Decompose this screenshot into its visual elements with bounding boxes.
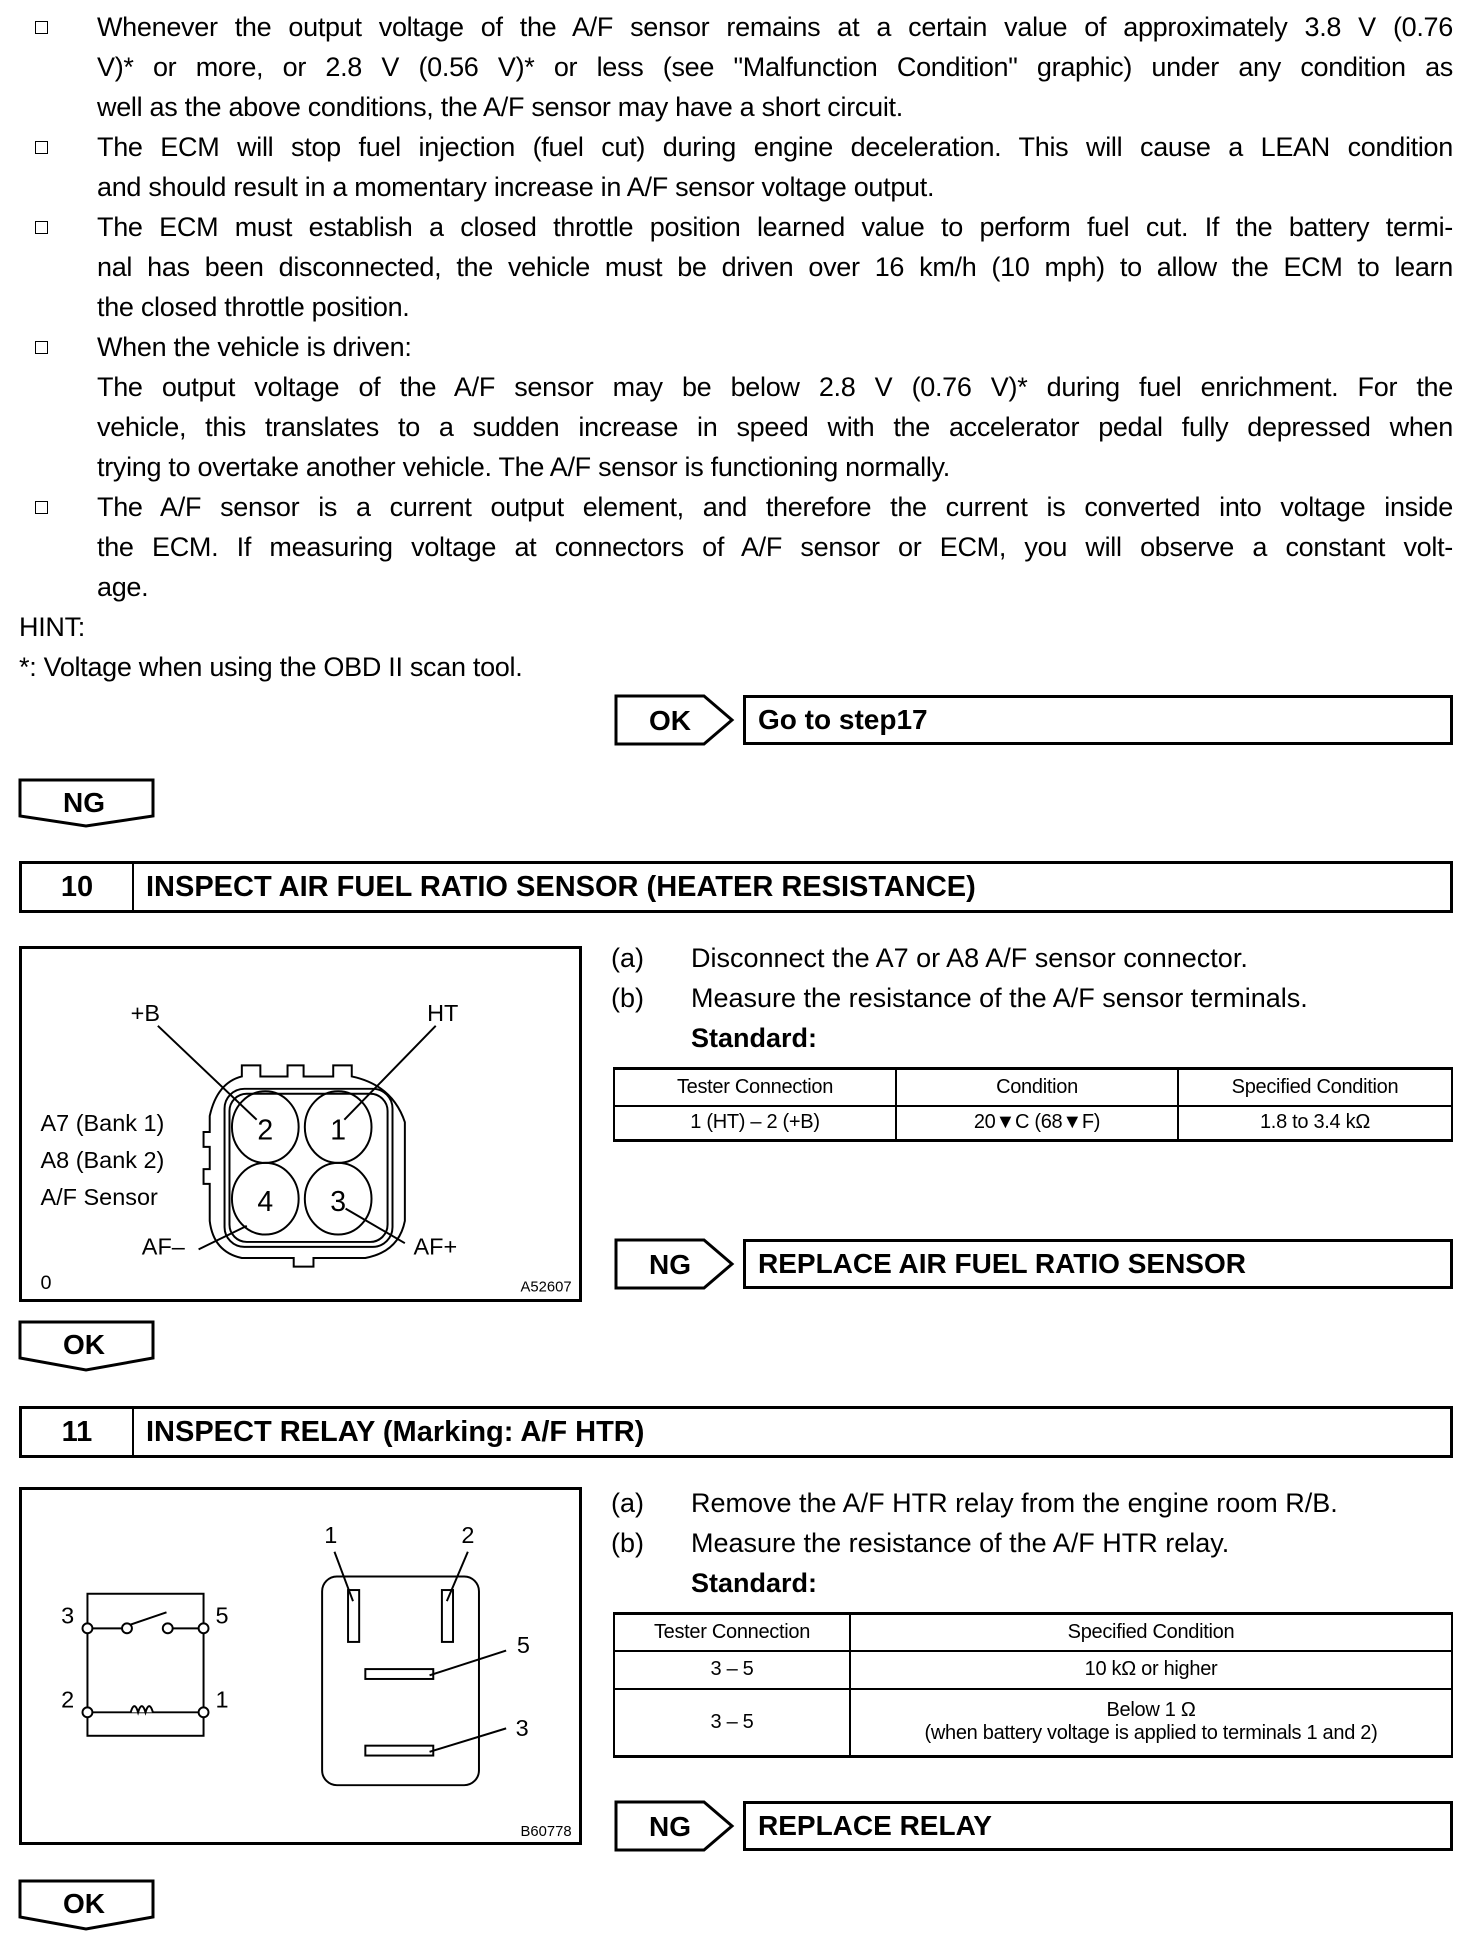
pin-4-label: 4 (257, 1186, 274, 1219)
corner-mark: 0 (40, 1271, 52, 1294)
text-line: The ECM will stop fuel injection (fuel cut) during engine deceleration. This will cause a LEAN condition (97, 132, 1453, 162)
ng-tag-label: NG (649, 1249, 691, 1280)
cell-line: Below 1 Ω (1106, 1699, 1196, 1722)
bullet-icon (35, 141, 48, 154)
text-line: V)* or more, or 2.8 V (0.56 V)* or less (see "Malfunction Condition" graphic) under any condition as (97, 52, 1453, 82)
table-cell: 20▼C (68▼F) (896, 1106, 1178, 1141)
schematic-pin-3: 3 (61, 1602, 75, 1629)
step-text: Measure the resistance of the A/F sensor terminals. (691, 983, 1308, 1013)
figure-code: B60778 (520, 1823, 572, 1840)
step-text: Remove the A/F HTR relay from the engine room R/B. (691, 1488, 1338, 1518)
text-line: well as the above conditions, the A/F sensor may have a short circuit. (97, 92, 903, 122)
standard-label: Standard: (691, 1568, 818, 1598)
ng-tag-label: NG (649, 1811, 691, 1842)
plus-b-label: +B (130, 999, 161, 1026)
table-cell: 3 – 5 (614, 1689, 850, 1757)
bullet-icon (35, 221, 48, 234)
ok-tab-label: OK (63, 1329, 105, 1360)
ht-label: HT (427, 999, 459, 1026)
ok-next-tab (18, 1879, 156, 1933)
step-label: (b) (611, 1528, 644, 1558)
cell-line: (when battery voltage is applied to terminals 1 and 2) (924, 1722, 1378, 1745)
text-line: nal has been disconnected, the vehicle must be driven over 16 km/h (10 mph) to allow the ECM to learn (97, 252, 1453, 282)
relay-pin-5: 5 (516, 1632, 530, 1659)
ok-tag-label: OK (649, 705, 691, 736)
ng-next-tab (18, 778, 156, 830)
column-header: Tester Connection (614, 1614, 850, 1651)
ng-tab-label: NG (63, 787, 105, 818)
table-cell: 10 kΩ or higher (850, 1651, 1452, 1689)
pin-2-label: 2 (257, 1114, 274, 1147)
ng-arrow-tag (614, 1238, 744, 1290)
table-cell (850, 1689, 1452, 1757)
relay-figure (19, 1487, 582, 1845)
ng-arrow-tag (614, 1800, 744, 1852)
text-line: When the vehicle is driven: (97, 332, 412, 362)
connector-diagram (22, 949, 579, 1299)
table-cell: 1.8 to 3.4 kΩ (1178, 1106, 1452, 1141)
schematic-pin-1: 1 (215, 1686, 229, 1713)
heater-resistance-table (613, 1067, 1453, 1142)
text-line: trying to overtake another vehicle. The A/F sensor is functioning normally. (97, 452, 950, 482)
relay-resistance-table (613, 1612, 1453, 1758)
table-cell: 1 (HT) – 2 (+B) (614, 1106, 896, 1141)
relay-pin-1: 1 (324, 1522, 338, 1549)
column-header: Tester Connection (614, 1069, 896, 1106)
hint-label: HINT: (19, 612, 86, 642)
step-10-header (19, 861, 1453, 913)
schematic-pin-5: 5 (215, 1602, 229, 1629)
step-label: (a) (611, 1488, 644, 1518)
pin-3-label: 3 (330, 1186, 347, 1219)
step-number: 10 (22, 864, 134, 910)
column-header: Condition (896, 1069, 1178, 1106)
text-line: The output voltage of the A/F sensor may be below 2.8 V (0.76 V)* during fuel enrichment. For the (97, 372, 1453, 402)
relay-pin-2: 2 (461, 1522, 475, 1549)
column-header: Specified Condition (1178, 1069, 1452, 1106)
go-to-step17-link[interactable]: Go to step17 (743, 695, 1453, 745)
text-line: Whenever the output voltage of the A/F sensor remains at a certain value of approximately 3.8 V (0.76 (97, 12, 1453, 42)
step-number: 11 (22, 1409, 134, 1455)
bullet-icon (35, 341, 48, 354)
af-plus-label: AF+ (413, 1233, 458, 1260)
hint-text: *: Voltage when using the OBD II scan tool. (19, 652, 523, 682)
figure-code: A52607 (520, 1279, 572, 1296)
text-line: vehicle, this translates to a sudden increase in speed with the accelerator pedal fully depressed when (97, 412, 1453, 442)
text-line: and should result in a momentary increase in A/F sensor voltage output. (97, 172, 935, 202)
af-sensor-connector-figure (19, 946, 582, 1302)
step-title: INSPECT RELAY (Marking: A/F HTR) (146, 1415, 645, 1448)
step-text: Measure the resistance of the A/F HTR relay. (691, 1528, 1230, 1558)
schematic-pin-2: 2 (61, 1686, 75, 1713)
step-label: (a) (611, 943, 644, 973)
text-line: age. (97, 572, 149, 602)
replace-af-sensor-link[interactable]: REPLACE AIR FUEL RATIO SENSOR (743, 1239, 1453, 1289)
bullet-icon (35, 501, 48, 514)
step-label: (b) (611, 983, 644, 1013)
af-minus-label: AF– (141, 1233, 185, 1260)
connector-name-1: A7 (Bank 1) (40, 1109, 165, 1136)
text-line: the closed throttle position. (97, 292, 410, 322)
connector-name-3: A/F Sensor (40, 1183, 158, 1210)
pin-1-label: 1 (330, 1114, 347, 1147)
text-line: The A/F sensor is a current output element, and therefore the current is converted into voltage inside (97, 492, 1453, 522)
standard-label: Standard: (691, 1023, 818, 1053)
ok-next-tab (18, 1320, 156, 1374)
column-header: Specified Condition (850, 1614, 1452, 1651)
step-title: INSPECT AIR FUEL RATIO SENSOR (HEATER RESISTANCE) (146, 870, 976, 903)
bullet-icon (35, 21, 48, 34)
relay-diagram (22, 1490, 579, 1842)
replace-relay-link[interactable]: REPLACE RELAY (743, 1801, 1453, 1851)
text-line: the ECM. If measuring voltage at connectors of A/F sensor or ECM, you will observe a constant volt- (97, 532, 1453, 562)
connector-name-2: A8 (Bank 2) (40, 1146, 165, 1173)
table-cell: 3 – 5 (614, 1651, 850, 1689)
step-text: Disconnect the A7 or A8 A/F sensor connector. (691, 943, 1248, 973)
ok-arrow-tag (614, 694, 744, 746)
step-11-header (19, 1406, 1453, 1458)
relay-pin-3: 3 (515, 1714, 529, 1741)
ok-tab-label: OK (63, 1888, 105, 1919)
text-line: The ECM must establish a closed throttle position learned value to perform fuel cut. If the battery termi- (97, 212, 1453, 242)
